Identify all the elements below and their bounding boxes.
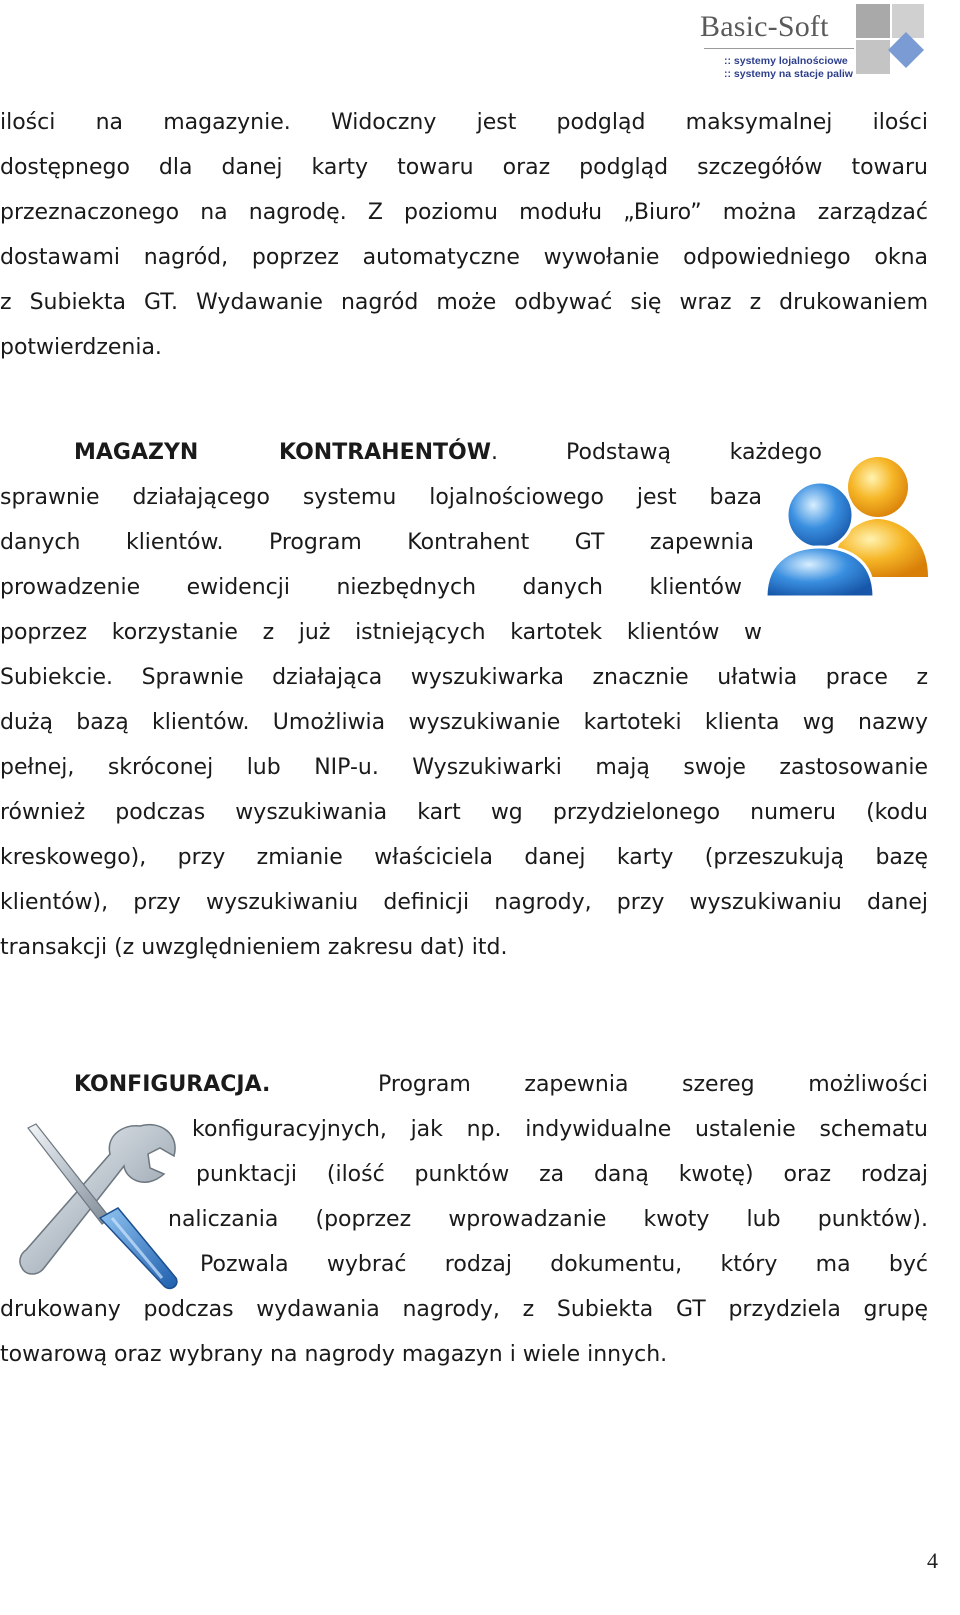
- text-line: potwierdzenia.: [0, 335, 162, 360]
- text-line: dostępnego dla danej karty towaru oraz podgląd szczegółów towaru: [0, 155, 928, 180]
- text-line: punktacji (ilość punktów za daną kwotę) oraz rodzaj: [196, 1162, 928, 1187]
- text-line: konfiguracyjnych, jak np. indywidualne ustalenie schematu: [192, 1117, 928, 1142]
- logo-squares-icon: [854, 4, 926, 76]
- logo-title: Basic-Soft: [700, 10, 829, 43]
- users-icon: [758, 445, 938, 605]
- text-line: dostawami nagród, poprzez automatyczne wywołanie odpowiedniego okna: [0, 245, 928, 270]
- contractors-heading: MAGAZYN KONTRAHENTÓW.: [74, 440, 498, 465]
- text-line: przeznaczonego na nagrodę. Z poziomu modułu „Biuro” można zarządzać: [0, 200, 928, 225]
- text-line: transakcji (z uwzględnieniem zakresu dat) itd.: [0, 935, 508, 960]
- text-line: klientów), przy wyszukiwaniu definicji nagrody, przy wyszukiwaniu danej: [0, 890, 928, 915]
- logo-tagline-1: :: systemy lojalnościowe: [724, 55, 848, 67]
- text-line: kreskowego), przy zmianie właściciela danej karty (przeszukują bazę: [0, 845, 928, 870]
- page-number: 4: [927, 1548, 938, 1573]
- text-line: towarową oraz wybrany na nagrody magazyn i wiele innych.: [0, 1342, 668, 1367]
- text-line: ilości na magazynie. Widoczny jest podgląd maksymalnej ilości: [0, 110, 928, 135]
- logo-tagline-2: :: systemy na stacje paliw: [724, 68, 853, 80]
- wrench-screwdriver-icon: [14, 1118, 184, 1293]
- text-line: drukowany podczas wydawania nagrody, z Subiekta GT przydziela grupę: [0, 1297, 928, 1322]
- text-line: danych klientów. Program Kontrahent GT zapewnia: [0, 530, 754, 555]
- text-line: naliczania (poprzez wprowadzanie kwoty lub punktów).: [168, 1207, 928, 1232]
- config-heading: KONFIGURACJA.: [74, 1072, 271, 1097]
- text-line: sprawnie działającego systemu lojalnościowego jest baza: [0, 485, 762, 510]
- text-line: Subiekcie. Sprawnie działająca wyszukiwarka znacznie ułatwia prace z: [0, 665, 928, 690]
- contractors-first-line-rest: Podstawą każdego: [566, 440, 822, 465]
- intro-paragraph: [0, 100, 928, 370]
- text-line: z Subiekta GT. Wydawanie nagród może odbywać się wraz z drukowaniem: [0, 290, 928, 315]
- text-line: poprzez korzystanie z już istniejących kartotek klientów w: [0, 620, 762, 645]
- text-line: pełnej, skróconej lub NIP-u. Wyszukiwarki mają swoje zastosowanie: [0, 755, 928, 780]
- config-first-line-rest: Program zapewnia szereg możliwości: [378, 1072, 928, 1097]
- logo-divider: [704, 48, 854, 49]
- text-line: również podczas wyszukiwania kart wg przydzielonego numeru (kodu: [0, 800, 928, 825]
- text-line: dużą bazą klientów. Umożliwia wyszukiwanie kartoteki klienta wg nazwy: [0, 710, 928, 735]
- text-line: prowadzenie ewidencji niezbędnych danych klientów: [0, 575, 742, 600]
- company-logo: [700, 4, 925, 80]
- config-heading-line: [0, 1062, 928, 1107]
- text-line: Pozwala wybrać rodzaj dokumentu, który ma być: [200, 1252, 928, 1277]
